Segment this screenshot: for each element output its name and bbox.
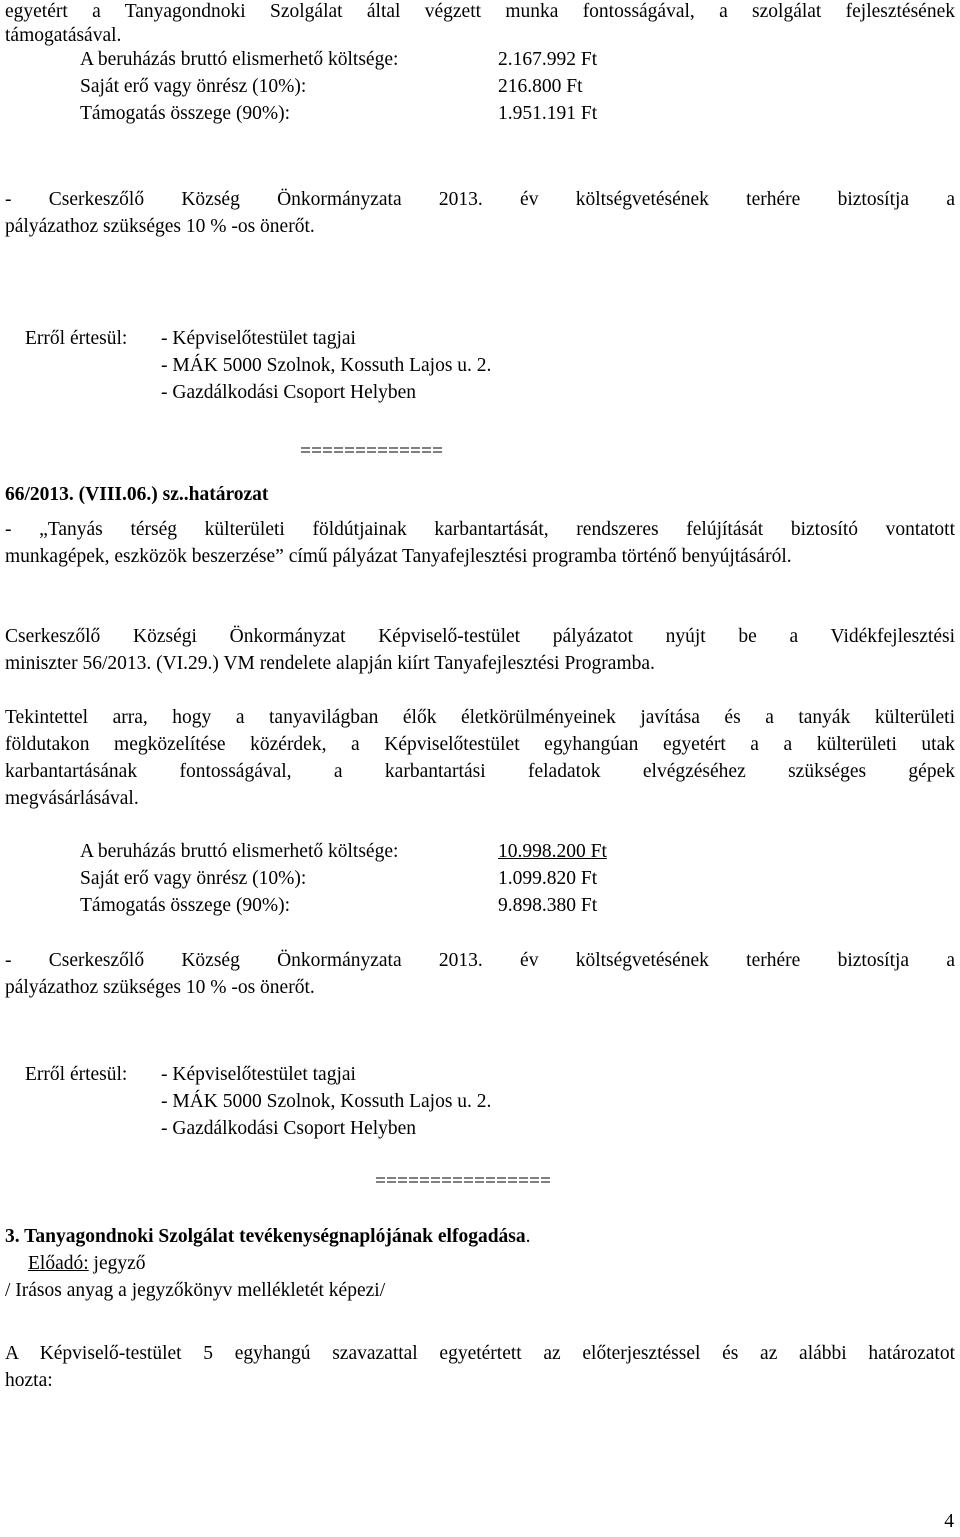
cost-value: 1.951.191 Ft — [498, 103, 598, 124]
notify-item: - Képviselőtestület tagjai — [161, 1064, 356, 1085]
para2-line-4: megvásárlásával. — [5, 788, 139, 809]
presenter-label: Előadó: — [28, 1253, 89, 1274]
cost-row-own-1 — [80, 73, 780, 100]
notify-item: - Gazdálkodási Csoport Helyben — [161, 1118, 417, 1139]
agenda-title-line — [5, 1223, 531, 1250]
notify-item: - Gazdálkodási Csoport Helyben — [161, 382, 417, 403]
cost-row-gross-1 — [80, 46, 780, 73]
presenter-value: jegyző — [88, 1253, 146, 1274]
closing-line-2: hozta: — [5, 1370, 53, 1391]
cost-value: 216.800 Ft — [498, 76, 583, 97]
budget-line-2: pályázathoz szükséges 10 % -os önerőt. — [5, 216, 315, 237]
agenda-title: 3. Tanyagondnoki Szolgálat tevékenységnaplójának elfogadása — [5, 1226, 526, 1247]
cost-row-gross-2 — [80, 838, 780, 865]
notify-item: - Képviselőtestület tagjai — [161, 328, 356, 349]
resolution-number: 66/2013. (VIII.06.) sz..határozat — [5, 484, 269, 505]
para2-line-3: karbantartásának fontosságával, a karbantartási feladatok elvégzéséhez szükséges gépek — [5, 761, 955, 782]
cost-label: Támogatás összege (90%): — [80, 103, 291, 124]
agenda-note: / Irásos anyag a jegyzőkönyv mellékletét képezi/ — [5, 1280, 386, 1301]
separator-1: ============= — [300, 441, 443, 462]
closing-line-1: A Képviselő-testület 5 egyhangú szavazattal egyetértett az előterjesztéssel és az alábbi határozatot — [5, 1343, 955, 1364]
resolution-title-line-2: munkagépek, eszközök beszerzése” című pályázat Tanyafejlesztési programba történő benyújtásáról. — [5, 546, 792, 567]
para1-line-1: Cserkeszőlő Községi Önkormányzat Képviselő-testület pályázatot nyújt be a Vidékfejlesztési — [5, 626, 955, 647]
budget2-line-2: pályázathoz szükséges 10 % -os önerőt. — [5, 977, 315, 998]
cost-label: Saját erő vagy önrész (10%): — [80, 76, 307, 97]
intro-line-2: támogatásával. — [5, 25, 122, 46]
notify-item: - MÁK 5000 Szolnok, Kossuth Lajos u. 2. — [161, 1091, 492, 1112]
cost-value: 2.167.992 Ft — [498, 49, 598, 70]
cost-label: A beruházás bruttó elismerhető költsége: — [80, 49, 399, 70]
separator-2: ================ — [375, 1171, 551, 1192]
resolution-title-line-1: - „Tanyás térség külterületi földútjainak karbantartását, rendszeres felújítását biztosító vontatott — [5, 519, 955, 540]
para2-line-2: földutakon megközelítése közérdek, a Képviselőtestület egyhangúan egyetért a a külterületi utak — [5, 734, 955, 755]
notify-head: Erről értesül: — [25, 328, 128, 349]
cost-label: Támogatás összege (90%): — [80, 895, 291, 916]
cost-row-support-1 — [80, 100, 780, 127]
cost-value: 9.898.380 Ft — [498, 895, 598, 916]
agenda-presenter — [28, 1250, 146, 1277]
cost-value: 10.998.200 Ft — [498, 841, 607, 862]
cost-value: 1.099.820 Ft — [498, 868, 598, 889]
cost-row-own-2 — [80, 865, 780, 892]
cost-label: Saját erő vagy önrész (10%): — [80, 868, 307, 889]
cost-row-support-2 — [80, 892, 780, 919]
agenda-title-end: . — [525, 1226, 531, 1247]
notify-item: - MÁK 5000 Szolnok, Kossuth Lajos u. 2. — [161, 355, 492, 376]
budget-line-1: - Cserkeszőlő Község Önkormányzata 2013. év költségvetésének terhére biztosítja a — [5, 189, 955, 210]
intro-line-1: egyetért a Tanyagondnoki Szolgálat által végzett munka fontosságával, a szolgálat fejlesztésének — [5, 1, 955, 22]
para1-line-2: miniszter 56/2013. (VI.29.) VM rendelete alapján kiírt Tanyafejlesztési Programba. — [5, 653, 655, 674]
page-number: 4 — [944, 1511, 954, 1532]
notify-head: Erről értesül: — [25, 1064, 128, 1085]
budget2-line-1: - Cserkeszőlő Község Önkormányzata 2013. év költségvetésének terhére biztosítja a — [5, 950, 955, 971]
para2-line-1: Tekintettel arra, hogy a tanyavilágban élők életkörülményeinek javítása és a tanyák külterületi — [5, 707, 955, 728]
cost-label: A beruházás bruttó elismerhető költsége: — [80, 841, 399, 862]
document-page — [5, 0, 955, 1537]
